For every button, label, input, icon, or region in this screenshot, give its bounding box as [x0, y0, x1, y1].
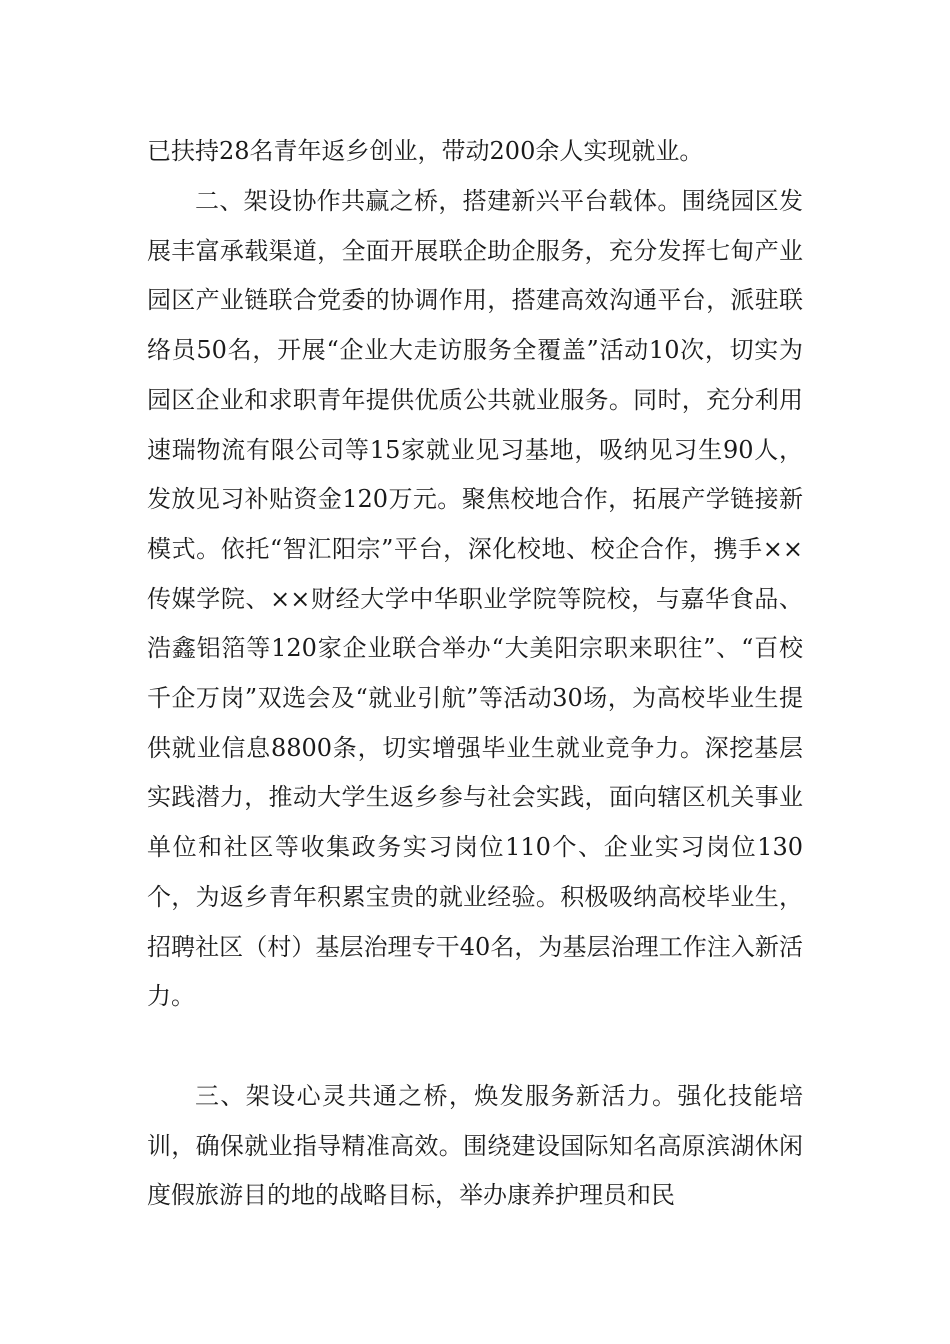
paragraph-continuation: 已扶持28名青年返乡创业，带动200余人实现就业。: [147, 137, 704, 165]
paragraph-section-two: 二、架设协作共赢之桥，搭建新兴平台载体。围绕园区发展丰富承载渠道，全面开展联企助企服务，充分发挥七甸产业园区产业链联合党委的协调作用，搭建高效沟通平台，派驻联络员50名，开展“企业大走访服务全覆盖”活动10次，切实为园区企业和求职青年提供优质公共就业服务。同时，充分利用速瑞物流有限公司等15家就业见习基地，吸纳见习生90人，发放见习补贴资金120万元。聚焦校地合作，拓展产学链接新模式。依托“智汇阳宗”平台，深化校地、校企合作，携手××传媒学院、××财经大学中华职业学院等院校，与嘉华食品、浩鑫铝箔等120家企业联合举办“大美阳宗职来职往”、“百校千企万岗”双选会及“就业引航”等活动30场，为高校毕业生提供就业信息8800条，切实增强毕业生就业竞争力。深挖基层实践潜力，推动大学生返乡参与社会实践，面向辖区机关事业单位和社区等收集政务实习岗位110个、企业实习岗位130个，为返乡青年积累宝贵的就业经验。积极吸纳高校毕业生，招聘社区（村）基层治理专干40名，为基层治理工作注入新活力。: [147, 187, 803, 1011]
paragraph-section-three: 三、架设心灵共通之桥，焕发服务新活力。强化技能培训，确保就业指导精准高效。围绕建设国际知名高原滨湖休闲度假旅游目的地的战略目标，举办康养护理员和民: [147, 1082, 803, 1210]
paragraph-section-two-block: [147, 177, 803, 1022]
paragraph-section-three-block: [147, 1072, 803, 1221]
paragraph-continuation-block: [147, 127, 803, 177]
